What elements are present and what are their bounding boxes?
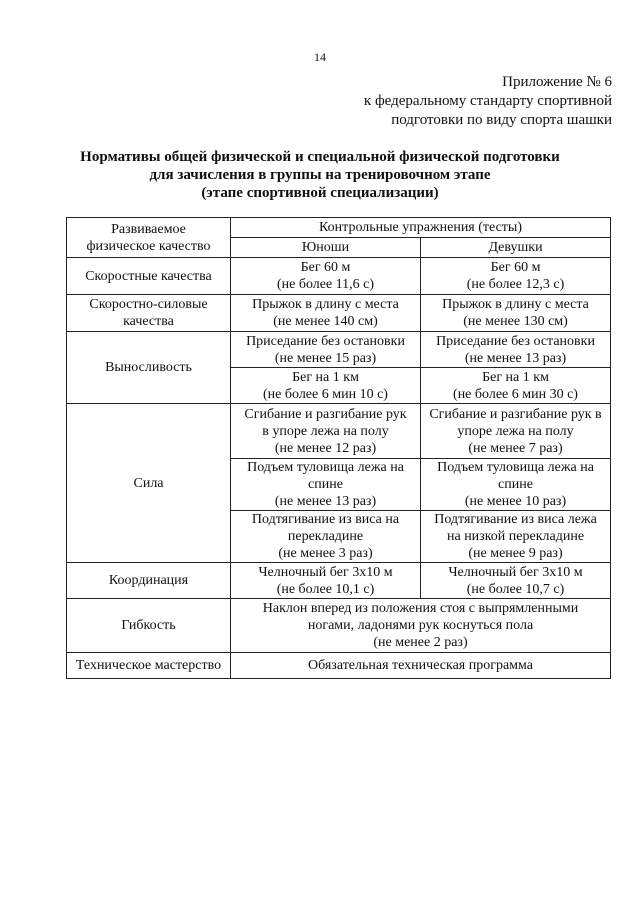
document-title [0, 148, 640, 202]
cell-boys [231, 511, 421, 563]
appendix-line: подготовки по виду спорта шашки [391, 112, 612, 128]
cell-line: (не менее 9 раз) [468, 546, 563, 561]
header-girls: Девушки [421, 238, 611, 258]
cell-line: (не более 10,7 с) [466, 581, 565, 597]
cell-line: перекладине [287, 529, 364, 544]
table-row [67, 563, 611, 599]
table-row [67, 258, 611, 295]
table-row [67, 404, 611, 459]
cell-line: Сгибание и разгибание рук [244, 406, 407, 422]
header-boys: Юноши [231, 238, 421, 258]
cell-line: физическое качество [86, 238, 211, 254]
title-line: Нормативы общей физической и специальной физической подготовки [80, 149, 560, 165]
quality-flexibility: Гибкость [67, 599, 231, 653]
cell-both [231, 599, 611, 653]
cell-girls [421, 511, 611, 563]
cell-girls [421, 332, 611, 368]
quality-coordination: Координация [67, 563, 231, 599]
cell-line: (не более 10,1 с) [276, 581, 375, 597]
quality-speed: Скоростные качества [67, 258, 231, 295]
cell-girls [421, 459, 611, 511]
cell-boys [231, 295, 421, 332]
quality-endurance: Выносливость [67, 332, 231, 404]
cell-line: (не более 12,3 с) [466, 277, 565, 292]
cell-line: (не менее 13 раз) [274, 494, 377, 509]
cell-boys [231, 563, 421, 599]
cell-girls [421, 563, 611, 599]
header-exercises: Контрольные упражнения (тесты) [231, 218, 611, 238]
cell-line: (не менее 13 раз) [464, 350, 567, 366]
cell-line: (не менее 10 раз) [464, 494, 567, 509]
cell-line: Приседание без остановки [436, 333, 595, 349]
cell-boys [231, 459, 421, 511]
cell-both: Обязательная техническая программа [231, 653, 611, 679]
cell-line: Подъем туловища лежа на [437, 460, 594, 475]
cell-line: (не менее 140 см) [273, 314, 378, 329]
page-number: 14 [314, 50, 326, 64]
appendix-line: к федеральному стандарту спортивной [363, 93, 612, 109]
cell-boys [231, 258, 421, 295]
cell-line: Бег 60 м [300, 260, 351, 275]
cell-line: спине [498, 477, 533, 492]
cell-line: упоре лежа на полу [457, 423, 574, 439]
cell-line: Челночный бег 3x10 м [448, 564, 583, 580]
quality-strength: Сила [67, 404, 231, 563]
quality-speed-strength [67, 295, 231, 332]
cell-line: на низкой перекладине [446, 529, 585, 544]
cell-girls [421, 258, 611, 295]
cell-boys [231, 368, 421, 404]
appendix-header [364, 73, 612, 130]
cell-line: ногами, ладонями рук коснуться пола [307, 618, 534, 633]
cell-line: Бег 60 м [490, 260, 541, 275]
cell-girls [421, 404, 611, 459]
cell-line: Бег на 1 км [482, 369, 549, 385]
cell-girls [421, 295, 611, 332]
cell-girls [421, 368, 611, 404]
cell-line: Приседание без остановки [246, 333, 405, 349]
cell-line: Прыжок в длину с места [442, 297, 589, 312]
title-line: (этапе спортивной специализации) [201, 185, 439, 201]
title-line: для зачисления в группы на тренировочном этапе [149, 167, 491, 183]
cell-line: (не более 6 мин 10 с) [263, 386, 388, 402]
table-row [67, 599, 611, 653]
appendix-line: Приложение № 6 [502, 74, 612, 90]
standards-table [66, 217, 611, 679]
cell-line: Прыжок в длину с места [252, 297, 399, 312]
cell-line: Наклон вперед из положения стоя с выпрямленными [262, 601, 579, 616]
cell-line: (не менее 3 раз) [278, 546, 373, 561]
cell-line: (не менее 7 раз) [468, 440, 563, 456]
cell-line: Подтягивание из виса лежа [434, 512, 597, 527]
table-header-row [67, 218, 611, 238]
table-row [67, 332, 611, 368]
cell-line: Бег на 1 км [292, 369, 359, 385]
cell-line: Развиваемое [111, 221, 186, 237]
cell-boys [231, 332, 421, 368]
cell-line: (не менее 2 раз) [373, 635, 468, 650]
cell-line: спине [308, 477, 343, 492]
cell-line: (не менее 12 раз) [274, 440, 377, 456]
cell-line: Скоростно-силовые [89, 297, 208, 312]
header-quality [67, 218, 231, 258]
table-row [67, 653, 611, 679]
cell-line: Подтягивание из виса на [251, 512, 400, 527]
cell-boys [231, 404, 421, 459]
cell-line: (не более 6 мин 30 с) [453, 386, 578, 402]
cell-line: (не менее 15 раз) [274, 350, 377, 366]
cell-line: Сгибание и разгибание рук в [429, 406, 602, 422]
cell-line: (не более 11,6 с) [276, 277, 375, 292]
quality-technique: Техническое мастерство [67, 653, 231, 679]
cell-line: Подъем туловища лежа на [247, 460, 404, 475]
cell-line: Челночный бег 3x10 м [258, 564, 393, 580]
cell-line: (не менее 130 см) [463, 314, 568, 329]
cell-line: в упоре лежа на полу [262, 423, 389, 439]
cell-line: качества [123, 314, 174, 329]
table-row [67, 295, 611, 332]
